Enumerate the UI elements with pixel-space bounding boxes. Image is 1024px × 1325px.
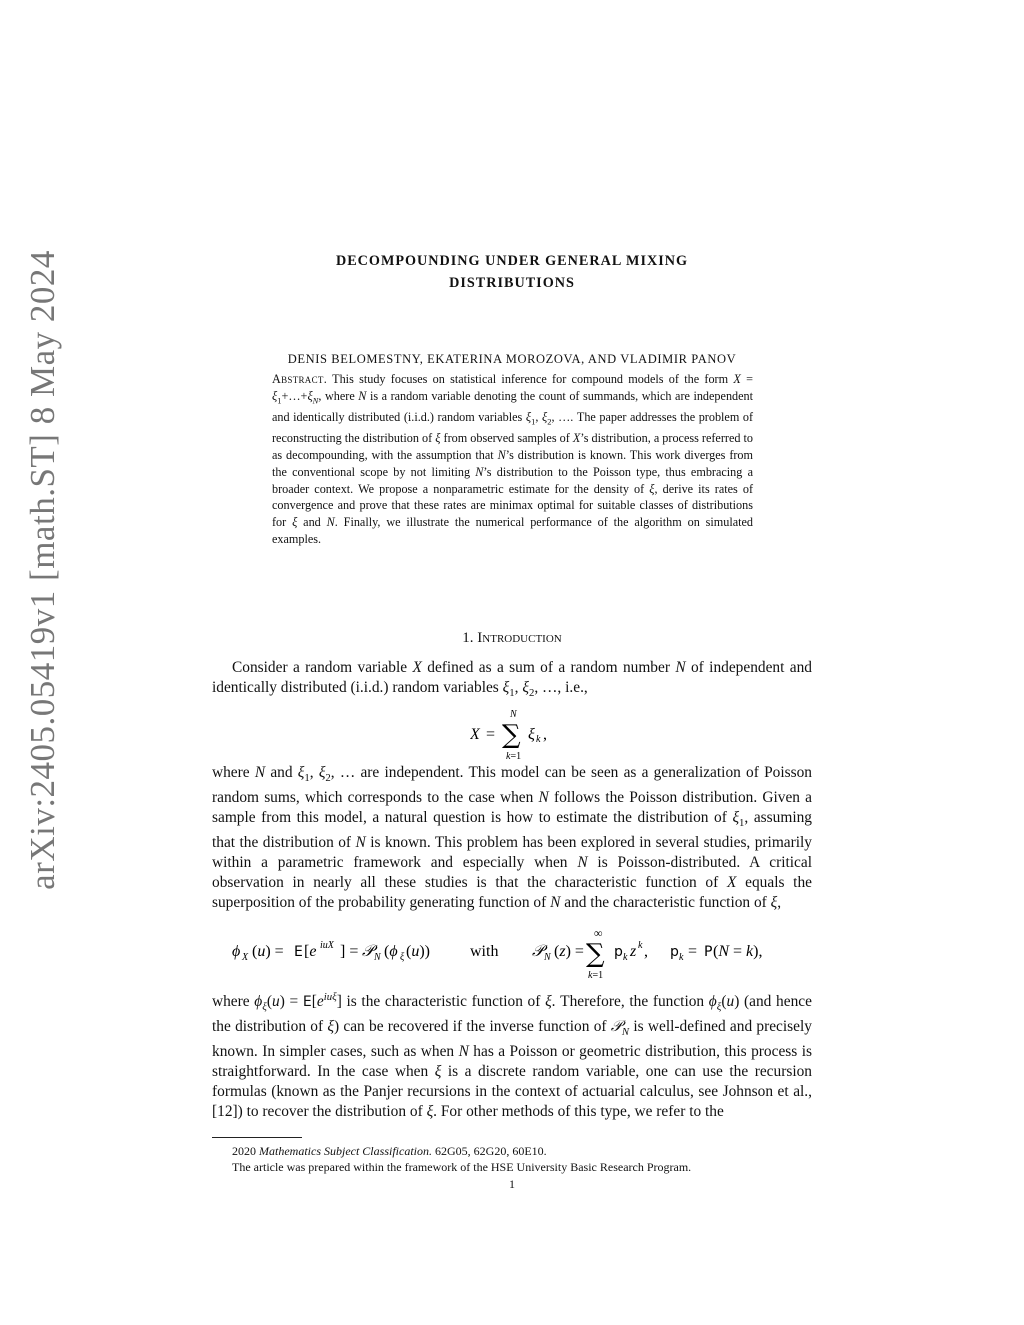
svg-text:X: X xyxy=(242,952,249,963)
svg-text:,: , xyxy=(644,943,648,960)
svg-text:k: k xyxy=(638,940,643,951)
section-number: 1. xyxy=(462,630,474,646)
section-heading xyxy=(212,630,812,647)
section-title: Introduction xyxy=(477,630,562,646)
paragraph-2: where N and $\xi_1$, $\xi_2$, … are independent. This model can be seen as a generalization of Poisson random sums, which corresponds to the case when N follows the Poisson distribution. Given a sample from this model, a natural question is how to estimate the distribution of $\xi_1$, assuming that the distribution of N is known. This problem has been explored in several studies, primarily within a parametric framework and especially when N is Poisson-distributed. A critical observation in nearly all these studies is that the characteristic function of X equals the superposition of the probability generating function of N and the characteristic function of ξ, xyxy=(212,764,813,912)
svg-text:ϕ: ϕ xyxy=(232,943,241,960)
footnote-funding: The article was prepared within the framework of the HSE University Basic Research Program. xyxy=(232,1160,692,1174)
footnote-classification: 2020 Mathematics Subject Classification. 62G05, 62G20, 60E10. xyxy=(232,1144,547,1158)
svg-text:(u)): (u)) xyxy=(406,943,430,960)
svg-text:P: P xyxy=(704,944,713,960)
svg-text:,: , xyxy=(543,726,547,743)
svg-text:] =: ] = xyxy=(340,943,359,960)
svg-text:𝒫: 𝒫 xyxy=(532,943,544,960)
page-number: 1 xyxy=(509,1177,515,1191)
svg-text:ξ: ξ xyxy=(528,726,535,743)
footnote-rule xyxy=(212,1137,302,1138)
svg-text:k=1: k=1 xyxy=(506,751,522,762)
paragraph-3: where $\phi_\xi(u) = E[e^{iu\xi}]$ is the characteristic function of ξ. Therefore, the function $\phi_\xi(u)$ (and hence the distribution of ξ) can be recovered if the inverse function of 𝒫$_N$ is well-defined and precisely known. In simpler cases, such as when N has a Poisson or geometric distribution, this process is straightforward. In the case when ξ is a discrete random variable, one can use the recursion formulas (known as the Panjer recursions in the context of actuarial calculus, see Johnson et al., [12]) to recover the distribution of ξ. For other methods of this type, we refer to the xyxy=(212,991,812,1121)
svg-text:∑: ∑ xyxy=(586,939,605,969)
svg-text:z: z xyxy=(630,943,637,960)
svg-text:∑: ∑ xyxy=(502,720,521,750)
svg-text:=: = xyxy=(486,726,496,743)
svg-text:N: N xyxy=(510,709,517,720)
svg-text:X: X xyxy=(470,726,480,743)
svg-text:[e: [e xyxy=(304,943,317,960)
paper-title xyxy=(212,250,812,294)
svg-text:p: p xyxy=(670,944,679,960)
svg-text:iuX: iuX xyxy=(320,940,334,951)
svg-text:E: E xyxy=(294,944,303,960)
svg-text:k: k xyxy=(536,734,541,745)
with-word: with xyxy=(470,943,499,960)
equation-sum xyxy=(470,707,580,763)
title-line-1: DECOMPOUNDING UNDER GENERAL MIXING xyxy=(335,253,689,269)
svg-text:∞: ∞ xyxy=(594,928,603,940)
arxiv-watermark xyxy=(18,180,68,960)
svg-text:N: N xyxy=(544,952,551,963)
title-line-2: DISTRIBUTIONS xyxy=(449,275,575,291)
paragraph-1: Consider a random variable X defined as a sum of a random number N of independent and identically distributed (i.i.d.) random variables $\xi_1$, $\xi_2$, …, i.e., xyxy=(212,659,812,700)
svg-text:=: = xyxy=(688,943,698,960)
svg-text:p: p xyxy=(614,944,623,960)
svg-text:(u) =: (u) = xyxy=(252,943,284,960)
svg-text:𝒫: 𝒫 xyxy=(362,943,374,960)
svg-text:k: k xyxy=(623,952,628,963)
authors: DENIS BELOMESTNY, EKATERINA MOROZOVA, AND VLADIMIR PANOV xyxy=(287,352,737,366)
arxiv-identifier: arXiv:2405.05419v1 [math.ST] 8 May 2024 xyxy=(23,250,62,890)
svg-text:k: k xyxy=(679,952,684,963)
svg-text:ξ: ξ xyxy=(400,952,405,963)
svg-text:k=1: k=1 xyxy=(588,970,604,981)
svg-text:N: N xyxy=(374,952,381,963)
svg-text:(ϕ: (ϕ xyxy=(384,943,398,960)
svg-text:(z) =: (z) = xyxy=(554,943,584,960)
svg-text:(N = k),: (N = k), xyxy=(713,943,763,960)
abstract: Abstract. This study focuses on statistical inference for compound models of the form $X = \xi_1+\dots+\xi_N$, where N is a random variable denoting the count of summands, which are independent and identically distributed (i.i.d.) random variables $\xi_1$, $\xi_2$, …. The paper addresses the problem of reconstructing the distribution of ξ from observed samples of X’s distribution, a process referred to as decompounding, with the assumption that N’s distribution is known. This work diverges from the conventional scope by not limiting N’s distribution to the Poisson type, thus embracing a broader context. We propose a nonparametric estimate for the density of ξ, derive its rates of convergence and prove that these rates are minimax optimal for suitable classes of distributions for ξ and N. Finally, we illustrate the numerical performance of the algorithm on simulated examples. xyxy=(272,372,754,547)
abstract-label: Abstract. xyxy=(272,372,328,386)
equation-characteristic-function xyxy=(232,928,812,982)
